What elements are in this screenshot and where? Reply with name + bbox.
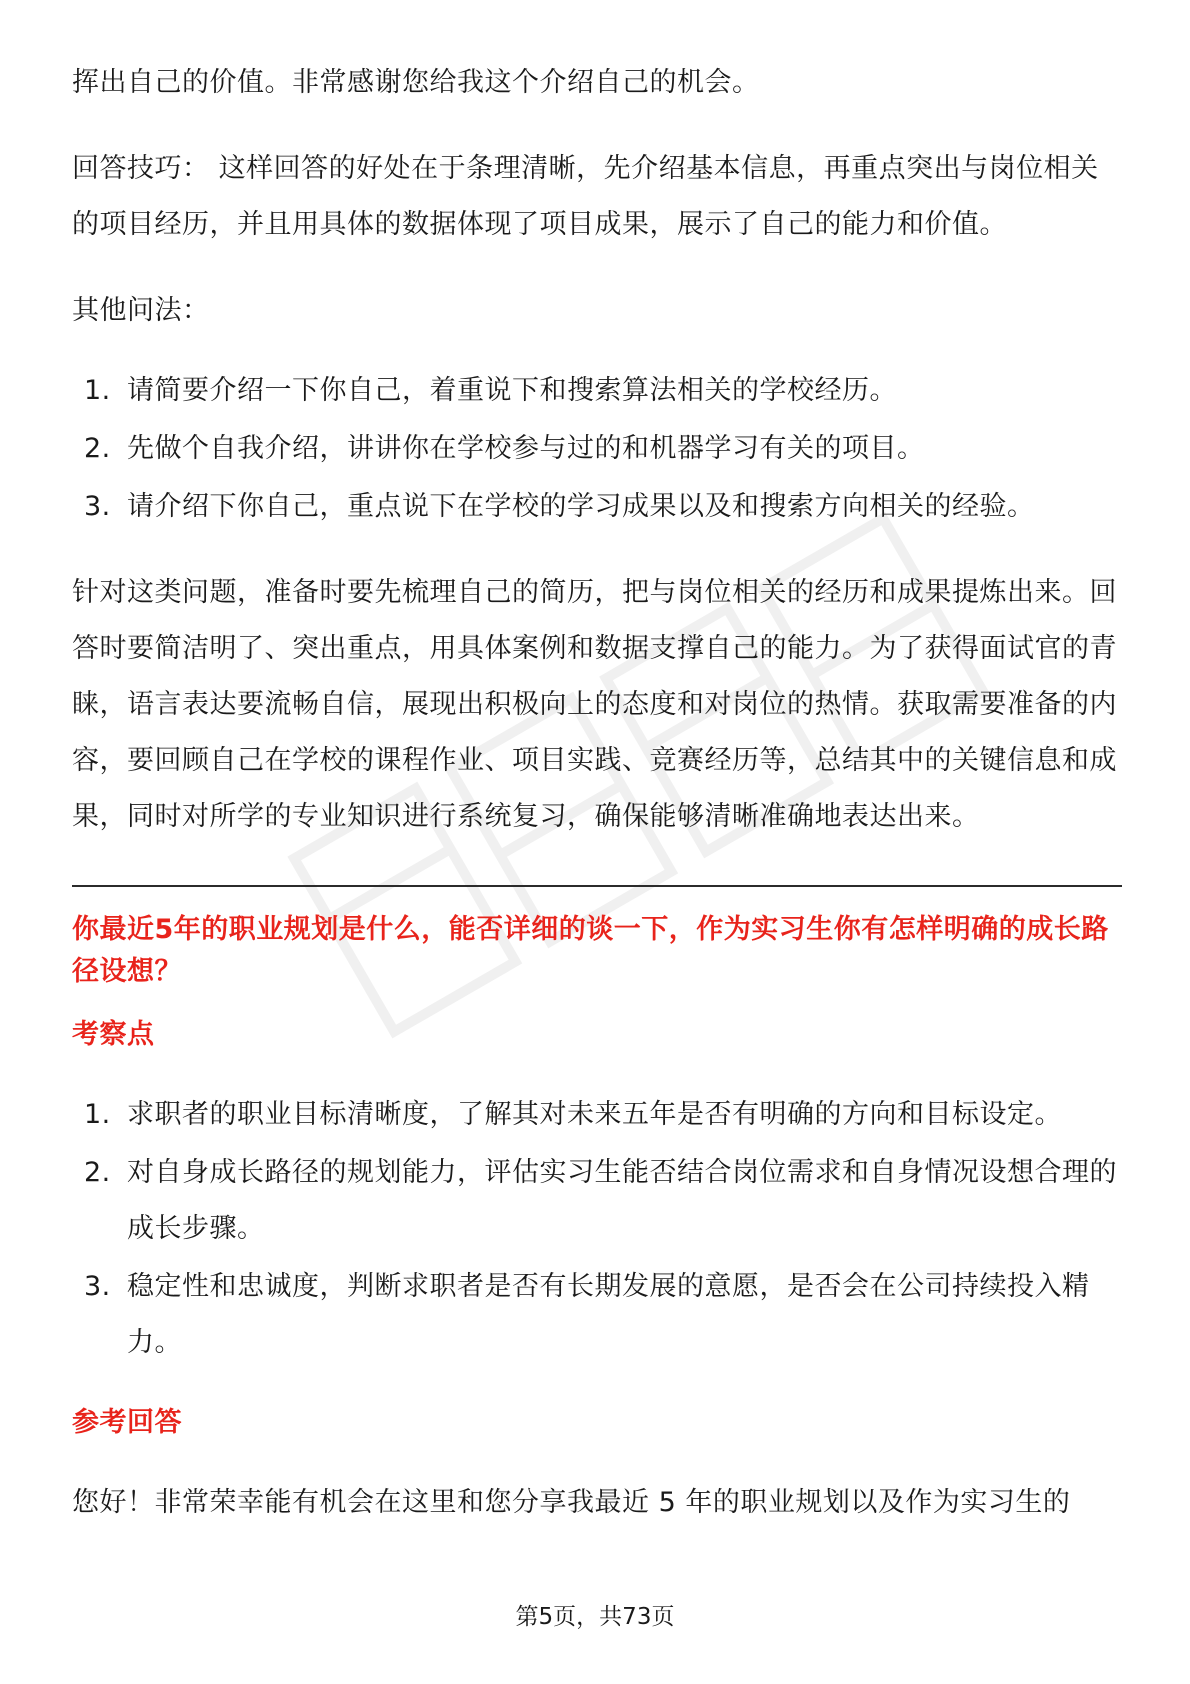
question-title: 你最近5年的职业规划是什么，能否详细的谈一下，作为实习生你有怎样明确的成长路径设想？	[72, 914, 1109, 987]
list-item: 2. 对自身成长路径的规划能力，评估实习生能否结合岗位需求和自身情况设想合理的成长步骤。	[84, 1157, 1117, 1244]
answer-heading: 参考回答	[72, 1407, 182, 1438]
other-asks-label: 其他问法：	[72, 295, 210, 326]
intro-tail-paragraph: 挥出自己的价值。非常感谢您给我这个介绍自己的机会。	[72, 67, 760, 98]
answer-start-paragraph: 您好！非常荣幸能有机会在这里和您分享我最近 5 年的职业规划以及作为实习生的	[72, 1487, 1071, 1518]
document-page	[72, 55, 1122, 1531]
page-footer: 第5页，共73页	[515, 1604, 675, 1630]
answer-tip-paragraph: 回答技巧： 这样回答的好处在于条理清晰，先介绍基本信息，再重点突出与岗位相关的项目经历，并且用具体的数据体现了项目成果，展示了自己的能力和价值。	[72, 153, 1099, 240]
list-item: 1. 求职者的职业目标清晰度，了解其对未来五年是否有明确的方向和目标设定。	[84, 1099, 1062, 1130]
points-heading: 考察点	[72, 1019, 155, 1050]
advice-paragraph: 针对这类问题，准备时要先梳理自己的简历，把与岗位相关的经历和成果提炼出来。回答时要简洁明了、突出重点，用具体案例和数据支撑自己的能力。为了获得面试官的青睐，语言表达要流畅自信，展现出积极向上的态度和对岗位的热情。获取需要准备的内容，要回顾自己在学校的课程作业、项目实践、竞赛经历等，总结其中的关键信息和成果，同时对所学的专业知识进行系统复习，确保能够清晰准确地表达出来。	[72, 577, 1117, 832]
points-list	[72, 1087, 1122, 1371]
list-item: 3. 稳定性和忠诚度，判断求职者是否有长期发展的意愿，是否会在公司持续投入精力。	[84, 1271, 1090, 1358]
list-item: 3. 请介绍下你自己，重点说下在学校的学习成果以及和搜索方向相关的经验。	[84, 491, 1035, 522]
list-item: 1. 请简要介绍一下你自己，着重说下和搜索算法相关的学校经历。	[84, 375, 897, 406]
list-item: 2. 先做个自我介绍，讲讲你在学校参与过的和机器学习有关的项目。	[84, 433, 925, 464]
other-asks-list	[72, 363, 1122, 535]
